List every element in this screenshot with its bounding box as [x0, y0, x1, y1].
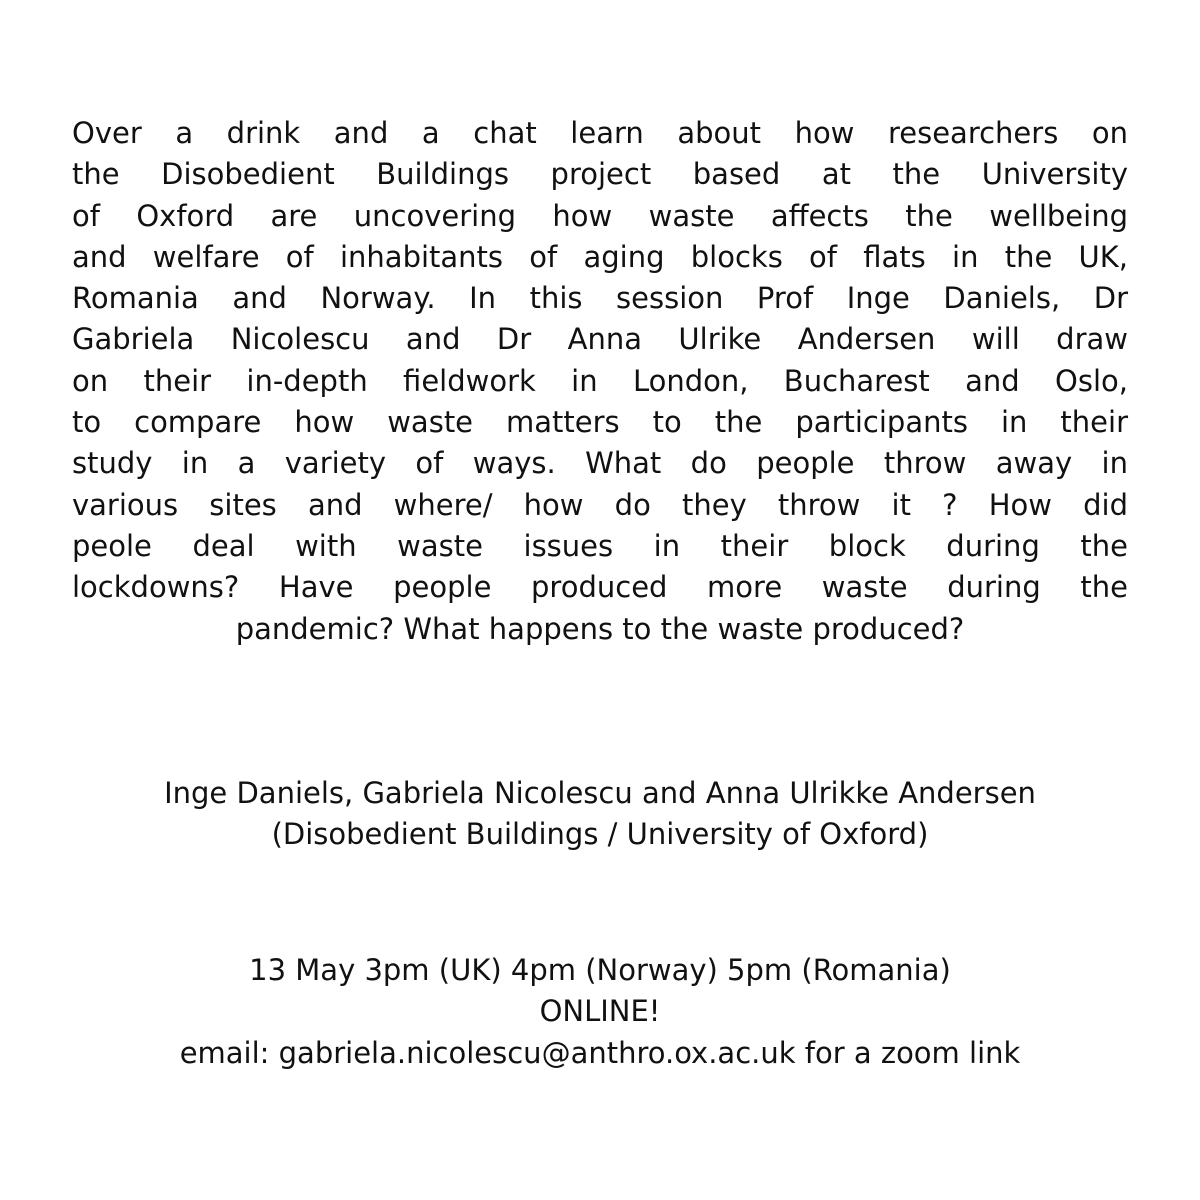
description-line: on their in-depth fieldwork in London, Bucharest and Oslo, [72, 363, 1128, 398]
description-line: various sites and where/ how do they throw it ? How did [72, 487, 1128, 522]
description-line: peole deal with waste issues in their block during the [72, 528, 1128, 563]
description-line: and welfare of inhabitants of aging blocks of flats in the UK, [72, 239, 1128, 274]
description-line: the Disobedient Buildings project based at the University [72, 157, 1128, 192]
speaker-affiliation: (Disobedient Buildings / University of Oxford) [271, 817, 929, 852]
description-line: of Oxford are uncovering how waste affects the wellbeing [72, 198, 1128, 233]
description-line: to compare how waste matters to the participants in their [72, 405, 1128, 440]
speaker-names: Inge Daniels, Gabriela Nicolescu and Anna Ulrikke Andersen [164, 776, 1036, 810]
description-line: pandemic? What happens to the waste produced? [235, 611, 965, 646]
speakers-block [40, 773, 1160, 856]
event-format: ONLINE! [539, 994, 661, 1029]
description-line: lockdowns? Have people produced more waste during the [72, 570, 1128, 605]
event-description [72, 113, 1128, 650]
description-line: Gabriela Nicolescu and Dr Anna Ulrike Andersen will draw [72, 322, 1128, 357]
event-datetime: 13 May 3pm (UK) 4pm (Norway) 5pm (Romania) [249, 953, 951, 987]
event-details [40, 950, 1160, 1074]
description-line: Over a drink and a chat learn about how researchers on [72, 116, 1128, 150]
event-contact: email: gabriela.nicolescu@anthro.ox.ac.uk for a zoom link [179, 1035, 1021, 1070]
description-line: Romania and Norway. In this session Prof Inge Daniels, Dr [72, 281, 1128, 316]
description-line: study in a variety of ways. What do people throw away in [72, 446, 1128, 481]
